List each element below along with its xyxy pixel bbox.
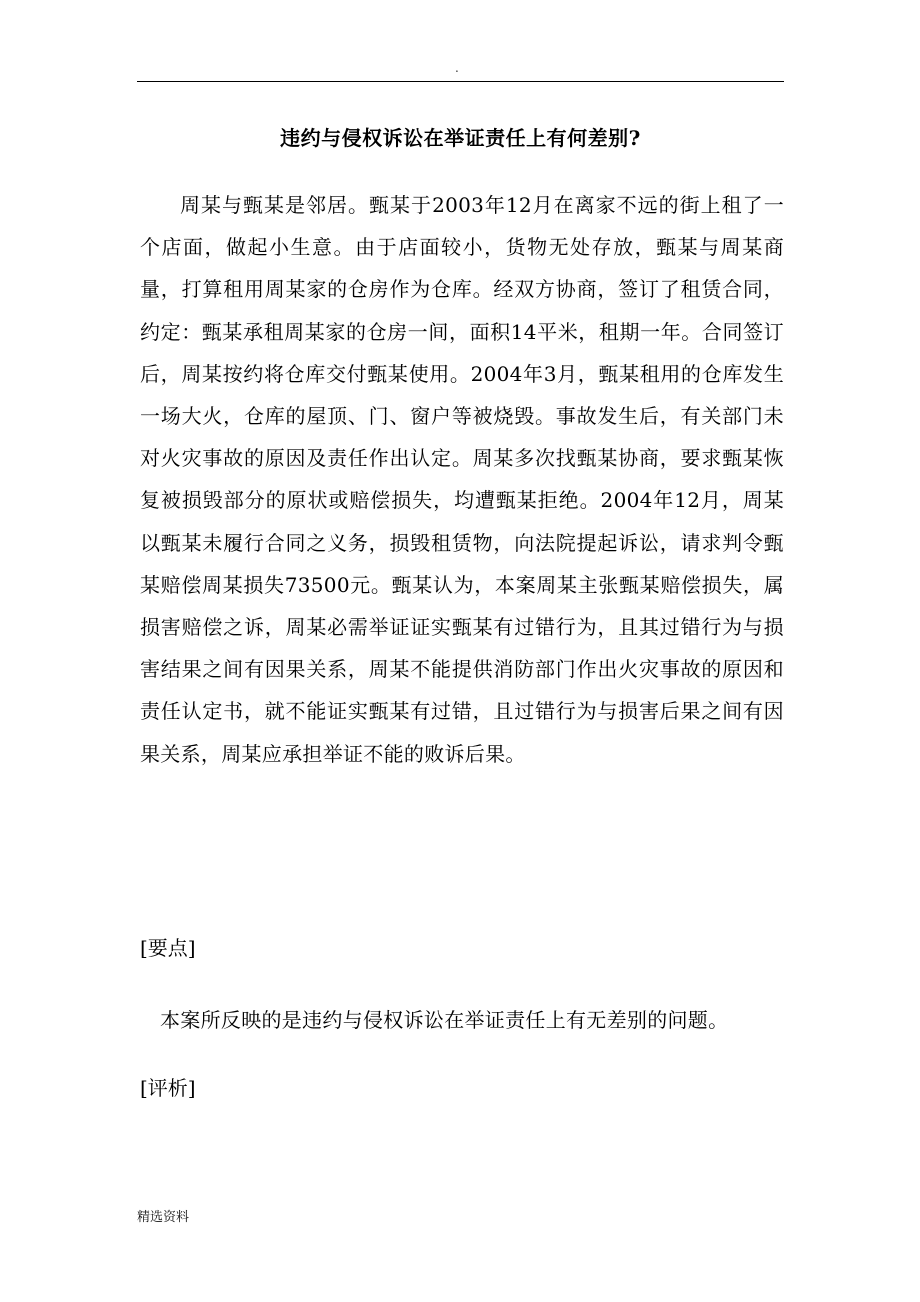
key-point-heading: [要点] <box>140 936 196 960</box>
key-point-text: 本案所反映的是违约与侵权诉讼在举证责任上有无差别的问题。 <box>160 1008 729 1032</box>
document-title: 违约与侵权诉讼在举证责任上有何差别? <box>280 126 641 150</box>
footer-label: 精选资料 <box>137 1210 190 1225</box>
case-paragraph: 周某与甄某是邻居。甄某于2003年12月在离家不远的街上租了一个店面，做起小生意。由于店面较小，货物无处存放，甄某与周某商量，打算租用周某家的仓房作为仓库。经双方协商，签订了租赁合同，约定：甄某承租周某家的仓房一间，面积14平米，租期一年。合同签订后，周某按约将仓库交付甄某使用。2004年3月，甄某租用的仓库发生一场大火，仓库的屋顶、门、窗户等被烧毁。事故发生后，有关部门未对火灾事故的原因及责任作出认定。周某多次找甄某协商，要求甄某恢复被损毁部分的原状或赔偿损失，均遭甄某拒绝。2004年12月，周某以甄某未履行合同之义务，损毁租赁物，向法院提起诉讼，请求判令甄某赔偿周某损失73500元。甄某认为，本案周某主张甄某赔偿损失，属损害赔偿之诉，周某必需举证证实甄某有过错行为，且其过错行为与损害结果之间有因果关系，周某不能提供消防部门作出火灾事故的原因和责任认定书，就不能证实甄某有过错，且过错行为与损害后果之间有因果关系，周某应承担举证不能的败诉后果。 <box>140 193 784 766</box>
analysis-heading: [评析] <box>140 1076 196 1100</box>
header-mark: . <box>455 61 459 75</box>
header-divider <box>137 81 784 82</box>
